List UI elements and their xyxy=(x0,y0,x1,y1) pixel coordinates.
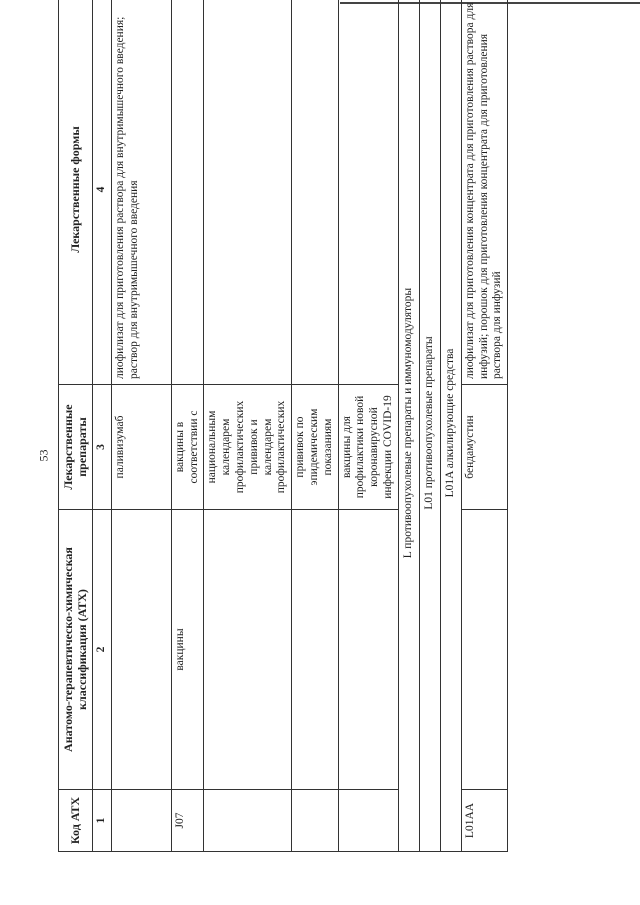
table-row xyxy=(338,0,398,852)
atc-cell xyxy=(111,510,171,790)
section-label: L противоопухолевые препараты и иммуномодуляторы xyxy=(398,0,419,852)
form-cell xyxy=(292,0,338,385)
drug-cell: вакцины в соответствии с xyxy=(171,385,204,510)
header-forms: Лекарственные формы xyxy=(59,0,93,385)
section-row xyxy=(419,0,440,852)
code-cell xyxy=(292,790,338,852)
drug-cell: паливизумаб xyxy=(111,385,171,510)
atc-cell xyxy=(204,510,292,790)
code-cell xyxy=(204,790,292,852)
drug-cell: вакцины для профилактики новой коронавирусной инфекции COVID-19 xyxy=(338,385,398,510)
colnum-3: 3 xyxy=(92,385,111,510)
drug-cell: бендамустин xyxy=(461,385,507,510)
code-cell xyxy=(338,790,398,852)
atc-cell xyxy=(461,510,507,790)
colnum-1: 1 xyxy=(92,790,111,852)
table-row xyxy=(111,0,171,852)
header-code: Код АТХ xyxy=(59,790,93,852)
drug-cell: прививок по эпидемическим показаниям xyxy=(292,385,338,510)
table-row xyxy=(204,0,292,852)
code-cell: J07 xyxy=(171,790,204,852)
section-label: L01A алкилирующие средства xyxy=(440,0,461,852)
code-cell xyxy=(111,790,171,852)
section-row xyxy=(398,0,419,852)
table-row xyxy=(171,0,204,852)
form-cell xyxy=(204,0,292,385)
column-number-row xyxy=(92,0,111,852)
form-cell xyxy=(338,0,398,385)
rotated-table-wrapper xyxy=(58,0,590,852)
atc-cell: вакцины xyxy=(171,510,204,790)
form-cell: лиофилизат для приготовления концентрата для приготовления раствора для инфузий; порошок для приготовления концентрата для приготовления раствора для инфузий xyxy=(461,0,507,385)
colnum-2: 2 xyxy=(92,510,111,790)
table-row xyxy=(292,0,338,852)
atc-cell xyxy=(338,510,398,790)
drug-cell: национальным календарем профилактических прививок и календарем профилактических xyxy=(204,385,292,510)
code-cell: L01AA xyxy=(461,790,507,852)
form-cell: лиофилизат для приготовления раствора для внутримышечного введения; раствор для внутримышечного введения xyxy=(111,0,171,385)
section-label: L01 противоопухолевые препараты xyxy=(419,0,440,852)
drug-table xyxy=(58,0,508,852)
atc-cell xyxy=(292,510,338,790)
table-row xyxy=(461,0,507,852)
page-number: 53 xyxy=(36,449,51,462)
header-row xyxy=(59,0,93,852)
section-row xyxy=(440,0,461,852)
header-drugs: Лекарственные препараты xyxy=(59,385,93,510)
header-atc: Анатомо-терапевтическо-химическая классификация (АТХ) xyxy=(59,510,93,790)
colnum-4: 4 xyxy=(92,0,111,385)
form-cell xyxy=(171,0,204,385)
